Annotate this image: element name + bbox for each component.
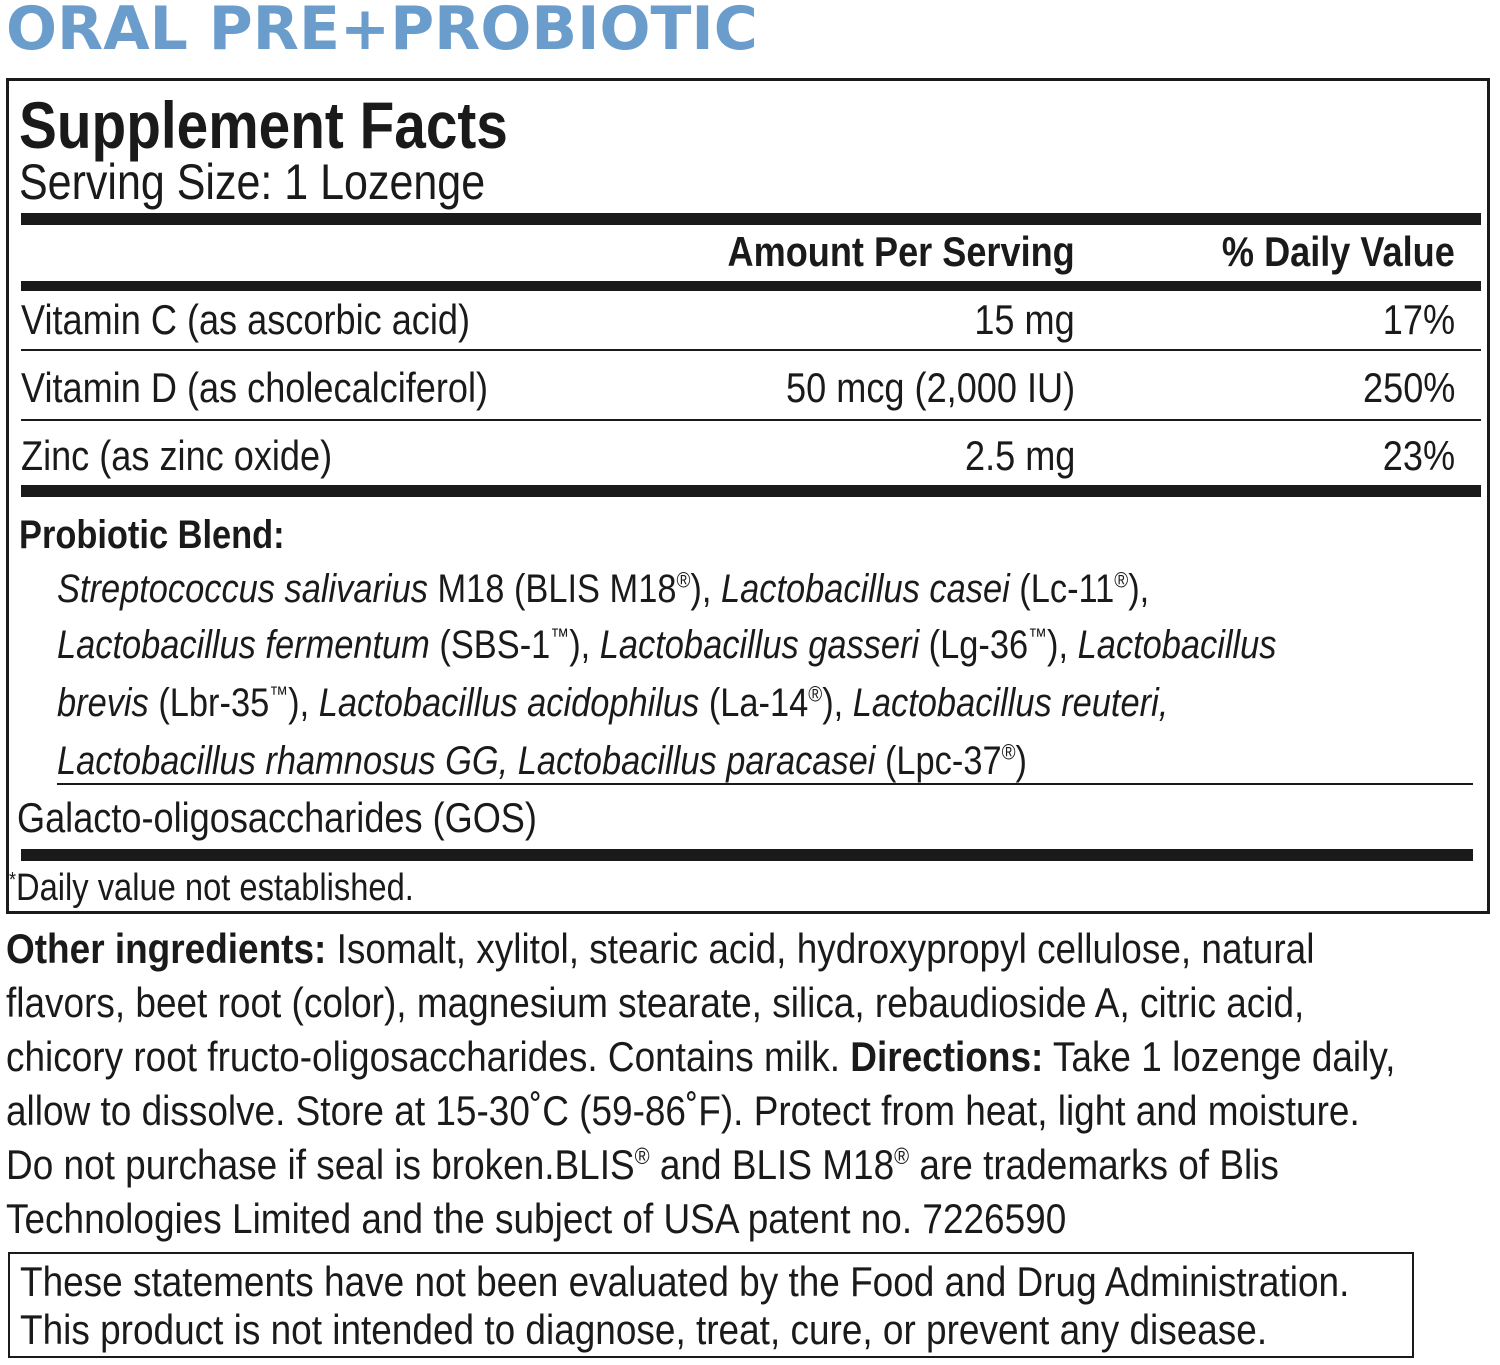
nutrient-daily-value: 17% (1382, 296, 1455, 343)
thick-divider (21, 485, 1481, 497)
medium-divider (21, 281, 1481, 291)
footnote-asterisk: * (9, 868, 17, 892)
text-segment: ), (822, 681, 853, 725)
other-ingredients-line (6, 1030, 1432, 1084)
species-name: Lactobacillus (1077, 623, 1277, 667)
probiotic-blend-heading: Probiotic Blend: (19, 513, 285, 557)
nutrient-name: Vitamin C (as ascorbic acid) (21, 296, 470, 343)
other-ingredients-line (6, 976, 1432, 1030)
text-segment: ), (1128, 567, 1150, 611)
blend-ingredient-line (57, 679, 1168, 727)
trademark-symbol: ™ (1028, 623, 1048, 649)
text-segment: are trademarks of Blis (909, 1141, 1279, 1188)
species-name: Streptococcus salivarius (57, 567, 428, 611)
text-segment: ), (1047, 623, 1078, 667)
trademark-symbol: ™ (550, 623, 570, 649)
text-segment: (Lpc-37 (875, 739, 1002, 783)
text-segment: chicory root fructo-oligosaccharides. Contains milk. (6, 1033, 851, 1080)
text-segment: flavors, beet root (color), magnesium stearate, silica, rebaudioside A, citric acid, (6, 979, 1305, 1026)
fda-disclaimer-box (8, 1252, 1414, 1358)
other-ingredients-line (6, 922, 1432, 976)
section-label: Other ingredients: (6, 925, 327, 972)
species-name: Lactobacillus fermentum (57, 623, 430, 667)
text-segment: Technologies Limited and the subject of USA patent no. 7226590 (6, 1195, 1067, 1242)
text-segment: (Lbr-35 (148, 681, 270, 725)
species-name: Lactobacillus reuteri, (852, 681, 1169, 725)
supplement-facts-panel (6, 78, 1490, 914)
gos-ingredient: Galacto-oligosaccharides (GOS) (17, 794, 537, 841)
other-ingredients-line (6, 1138, 1432, 1192)
serving-size: Serving Size: 1 Lozenge (19, 154, 486, 210)
text-segment: allow to dissolve. Store at 15-30˚C (59-86˚F). Protect from heat, light and moisture. (6, 1087, 1360, 1134)
fda-disclaimer-line: This product is not intended to diagnose, treat, cure, or prevent any disease. (20, 1306, 1268, 1353)
fda-disclaimer-line: These statements have not been evaluated by the Food and Drug Administration. (20, 1258, 1350, 1305)
nutrient-daily-value: 23% (1382, 432, 1455, 479)
product-title: ORAL PRE+PROBIOTIC (6, 0, 758, 64)
species-name: brevis (57, 681, 149, 725)
trademark-symbol: ® (1001, 739, 1016, 765)
text-segment: ), (569, 623, 600, 667)
daily-value-header: % Daily Value (1222, 228, 1455, 275)
trademark-symbol: ® (1114, 567, 1129, 593)
nutrient-amount: 2.5 mg (964, 432, 1075, 479)
thick-divider (21, 849, 1473, 861)
daily-value-footnote (9, 865, 414, 911)
text-segment: and BLIS M18 (649, 1141, 895, 1188)
trademark-symbol: ® (676, 567, 691, 593)
text-segment: (La-14 (699, 681, 809, 725)
text-segment: ), (288, 681, 319, 725)
section-label: Directions: (850, 1033, 1044, 1080)
trademark-symbol: ® (808, 681, 823, 707)
species-name: Lactobacillus casei (720, 567, 1010, 611)
text-segment: M18 (BLIS M18 (427, 567, 677, 611)
species-name: Lactobacillus rhamnosus GG, Lactobacillus paracasei (57, 739, 876, 783)
text-segment: (SBS-1 (429, 623, 551, 667)
trademark-symbol: ® (634, 1143, 650, 1169)
species-name: Lactobacillus gasseri (599, 623, 920, 667)
text-segment: ) (1015, 739, 1027, 783)
nutrient-name: Vitamin D (as cholecalciferol) (21, 364, 489, 411)
thick-divider (21, 213, 1481, 225)
other-ingredients-block (6, 922, 1432, 1246)
blend-ingredient-line (57, 565, 1149, 613)
text-segment: ), (690, 567, 721, 611)
species-name: Lactobacillus acidophilus (318, 681, 700, 725)
nutrient-amount: 50 mcg (2,000 IU) (785, 364, 1075, 411)
text-segment: Take 1 lozenge daily, (1043, 1033, 1396, 1080)
other-ingredients-line (6, 1084, 1432, 1138)
trademark-symbol: ® (894, 1143, 910, 1169)
nutrient-name: Zinc (as zinc oxide) (21, 432, 333, 479)
facts-heading: Supplement Facts (19, 88, 508, 162)
footnote-text: Daily value not established. (16, 867, 414, 909)
row-divider (21, 419, 1481, 421)
blend-ingredient-line (57, 737, 1027, 785)
text-segment: Do not purchase if seal is broken.BLIS (6, 1141, 635, 1188)
row-divider (57, 783, 1473, 785)
other-ingredients-line (6, 1192, 1432, 1246)
trademark-symbol: ™ (269, 681, 289, 707)
row-divider (21, 349, 1481, 351)
blend-ingredient-line (57, 621, 1276, 669)
nutrient-amount: 15 mg (974, 296, 1075, 343)
text-segment: Isomalt, xylitol, stearic acid, hydroxypropyl cellulose, natural (326, 925, 1315, 972)
text-segment: (Lg-36 (919, 623, 1029, 667)
nutrient-daily-value: 250% (1362, 364, 1455, 411)
amount-per-serving-header: Amount Per Serving (727, 228, 1075, 275)
text-segment: (Lc-11 (1009, 567, 1115, 611)
